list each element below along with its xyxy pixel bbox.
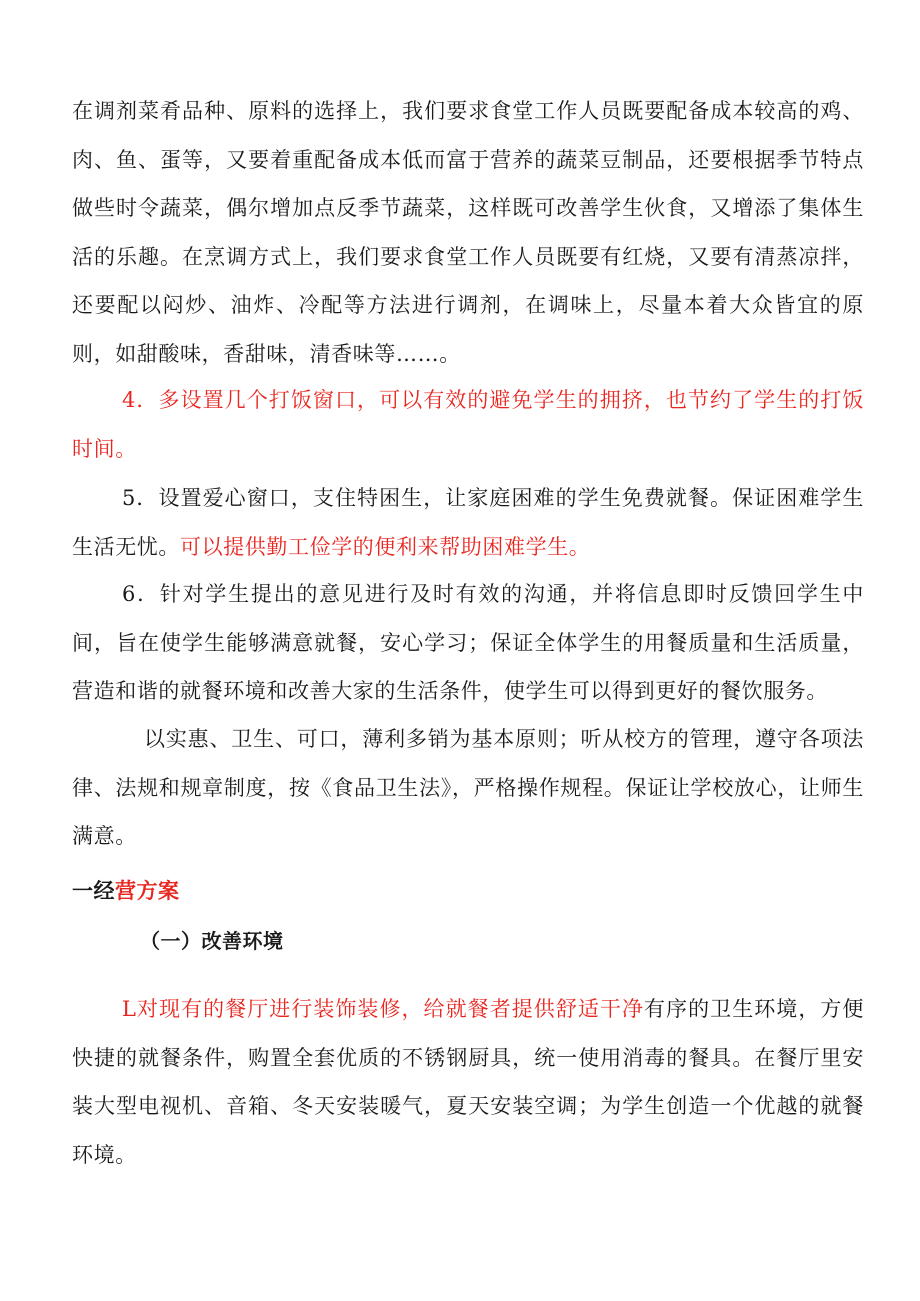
paragraph-environment: [72, 985, 864, 1179]
section-heading-highlight: 营方案: [115, 878, 180, 903]
paragraph-item-6: 6．针对学生提出的意见进行及时有效的沟通，并将信息即时反馈回学生中间，旨在使学生能够满意就餐，安心学习；保证全体学生的用餐质量和生活质量，营造和谐的就餐环境和改善大家的生活条件，使学生可以得到更好的餐饮服务。: [72, 582, 864, 703]
subsection-heading: （一）改善环境: [140, 929, 284, 953]
paragraph-menu-variety: 在调剂菜肴品种、原料的选择上，我们要求食堂工作人员既要配备成本较高的鸡、肉、鱼、蛋等，又要着重配备成本低而富于营养的蔬菜豆制品，还要根据季节特点做些时令蔬菜，偶尔增加点反季节蔬菜，这样既可改善学生伙食，又增添了集体生活的乐趣。在烹调方式上，我们要求食堂工作人员既要有红烧，又要有清蒸凉拌，还要配以闷炒、油炸、冷配等方法进行调剂，在调味上，尽量本着大众皆宜的原则，如甜酸味，香甜味，清香味等……。: [72, 99, 864, 366]
paragraph-item-5-highlight: 可以提供勤工俭学的便利来帮助困难学生。: [180, 534, 591, 559]
paragraph-environment-highlight: L对现有的餐厅进行装饰装修，给就餐者提供舒适干净: [122, 997, 645, 1021]
paragraph-item-5: [72, 474, 864, 571]
paragraph-item-5-text: 5．设置爱心窗口，支住特困生，让家庭困难的学生免费就餐。保证困难学生生活无忧。: [72, 486, 864, 559]
paragraph-environment-text: 有序的卫生环境，方便快捷的就餐条件，购置全套优质的不锈钢厨具，统一使用消毒的餐具。在餐厅里安装大型电视机、音箱、冬天安装暖气，夏天安装空调；为学生创造一个优越的就餐环境。: [72, 997, 865, 1167]
section-heading: [72, 876, 180, 906]
paragraph-item-4: 4．多设置几个打饭窗口，可以有效的避免学生的拥挤，也节约了学生的打饭时间。: [72, 388, 864, 461]
paragraph-principles: 以实惠、卫生、可口，薄利多销为基本原则；听从校方的管理，遵守各项法律、法规和规章制度，按《食品卫生法》，严格操作规程。保证让学校放心，让师生满意。: [72, 727, 864, 848]
section-heading-prefix: 一经: [72, 878, 115, 903]
